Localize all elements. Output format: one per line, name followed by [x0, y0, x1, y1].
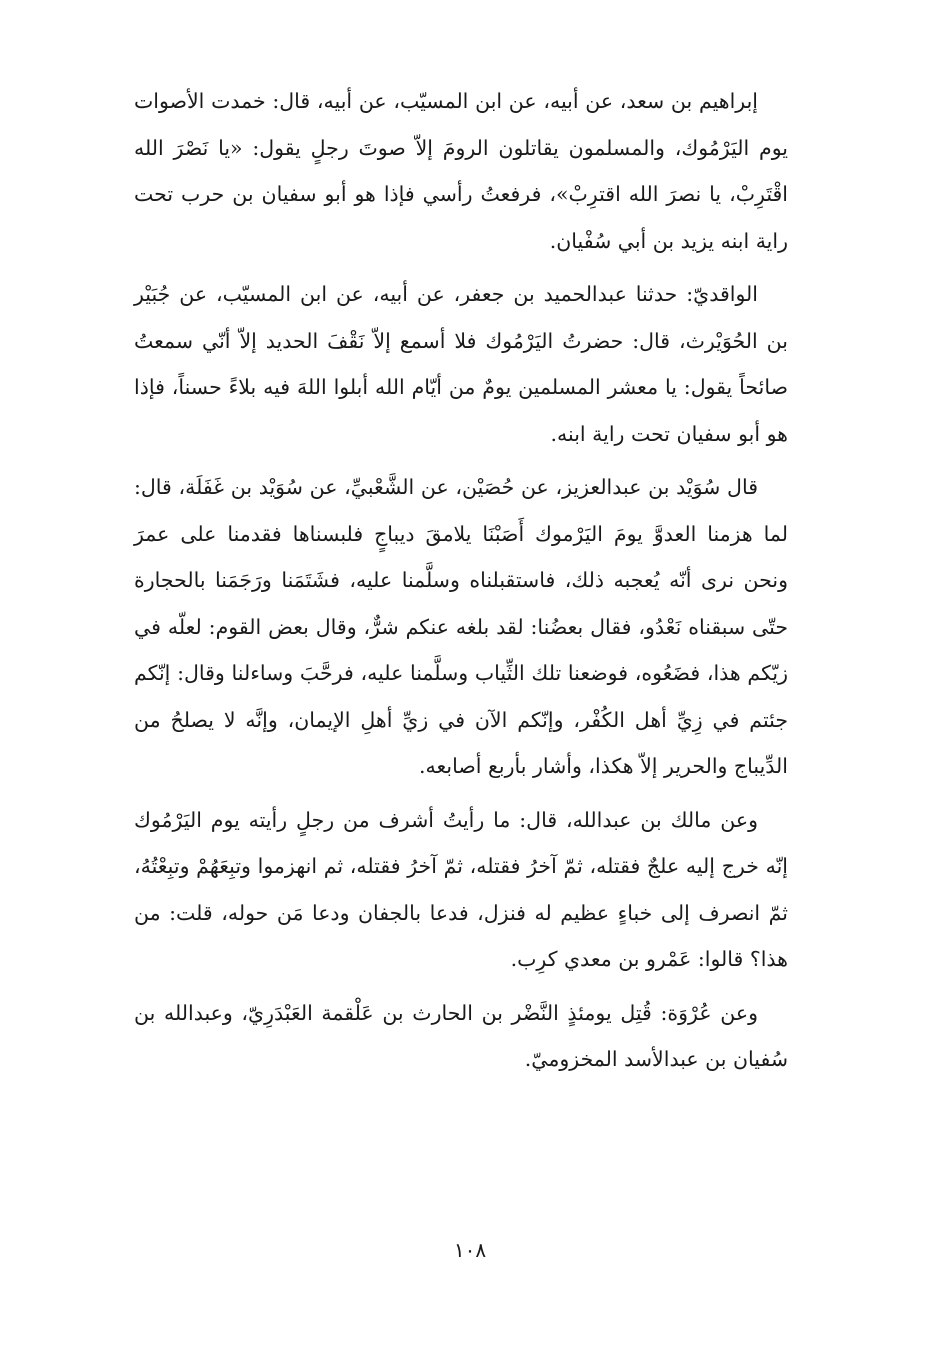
- paragraph-4: وعن مالك بن عبدالله، قال: ما رأيتُ أشرف من رجلٍ رأيته يوم اليَرْمُوك إنّه خرج إليه علجٌ فقتله، ثمّ آخرُ فقتله، ثمّ آخرُ فقتله، ثم انهزموا وتبِعَهُمْ وتبِعْتُهُ، ثمّ انصرف إلى خباءٍ عظيم له فنزل، فدعا بالجفان ودعا مَن حوله، قلت: من هذا؟ قالوا: عَمْرو بن معدي كرِب.: [134, 807, 788, 971]
- page-number: ١٠٨: [453, 1238, 487, 1262]
- page-body: [134, 78, 788, 1090]
- paragraph-1: إبراهيم بن سعد، عن أبيه، عن ابن المسيّب، عن أبيه، قال: خمدت الأصوات يوم اليَرْمُوك، والمسلمون يقاتلون الرومَ إلاّ صوتَ رجلٍ يقول: «يا نَصْرَ الله اقْتَرِبْ، يا نصرَ الله اقترِبْ»، فرفعتُ رأسي فإذا هو أبو سفيان بن حرب تحت راية ابنه يزيد بن أبي سُفْيان.: [134, 89, 788, 253]
- paragraph-2: الواقديّ: حدثنا عبدالحميد بن جعفر، عن أبيه، عن ابن المسيّب، عن جُبَيْر بن الحُوَيْرث، قال: حضرتُ اليَرْمُوك فلا أسمع إلاّ نَقْفَ الحديد إلاّ أنّي سمعتُ صائحاً يقول: يا معشر المسلمين يومٌ من أيّام الله أبلوا اللهَ فيه بلاءً حسناً، فإذا هو أبو سفيان تحت راية ابنه.: [134, 282, 788, 446]
- paragraph-5: وعن عُرْوَة: قُتِل يومئذٍ النَّضْر بن الحارث بن عَلْقمة العَبْدَرِيّ، وعبدالله بن سُفيان بن عبدالأسد المخزوميّ.: [134, 1000, 788, 1071]
- paragraph-3: قال سُوَيْد بن عبدالعزيز، عن حُصَيْن، عن الشَّعْبيِّ، عن سُوَيْد بن غَفَلَة، قال: لما هزمنا العدوَّ يومَ اليَرْموك أَصَبْنَا يلامقَ ديباجٍ فلبسناها فقدمنا على عمرَ ونحن نرى أنّه يُعجبه ذلك، فاستقبلناه وسلَّمنا عليه، فشَتَمَنا ورَجَمَنا بالحجارة حتّى سبقناه نَعْدُو، فقال بعضُنا: لقد بلغه عنكم شرٌّ، وقال بعض القوم: لعلّه في زيّكم هذا، فضَعُوه، فوضعنا تلك الثِّياب وسلَّمنا عليه، فرحَّبَ وساءلنا وقال: إنّكم جئتم في زِيِّ أهل الكُفْر، وإنّكم الآن في زيِّ أهلِ الإيمان، وإنَّه لا يصلحُ من الدِّيباج والحرير إلاّ هكذا، وأشار بأربع أصابعه.: [134, 475, 788, 778]
